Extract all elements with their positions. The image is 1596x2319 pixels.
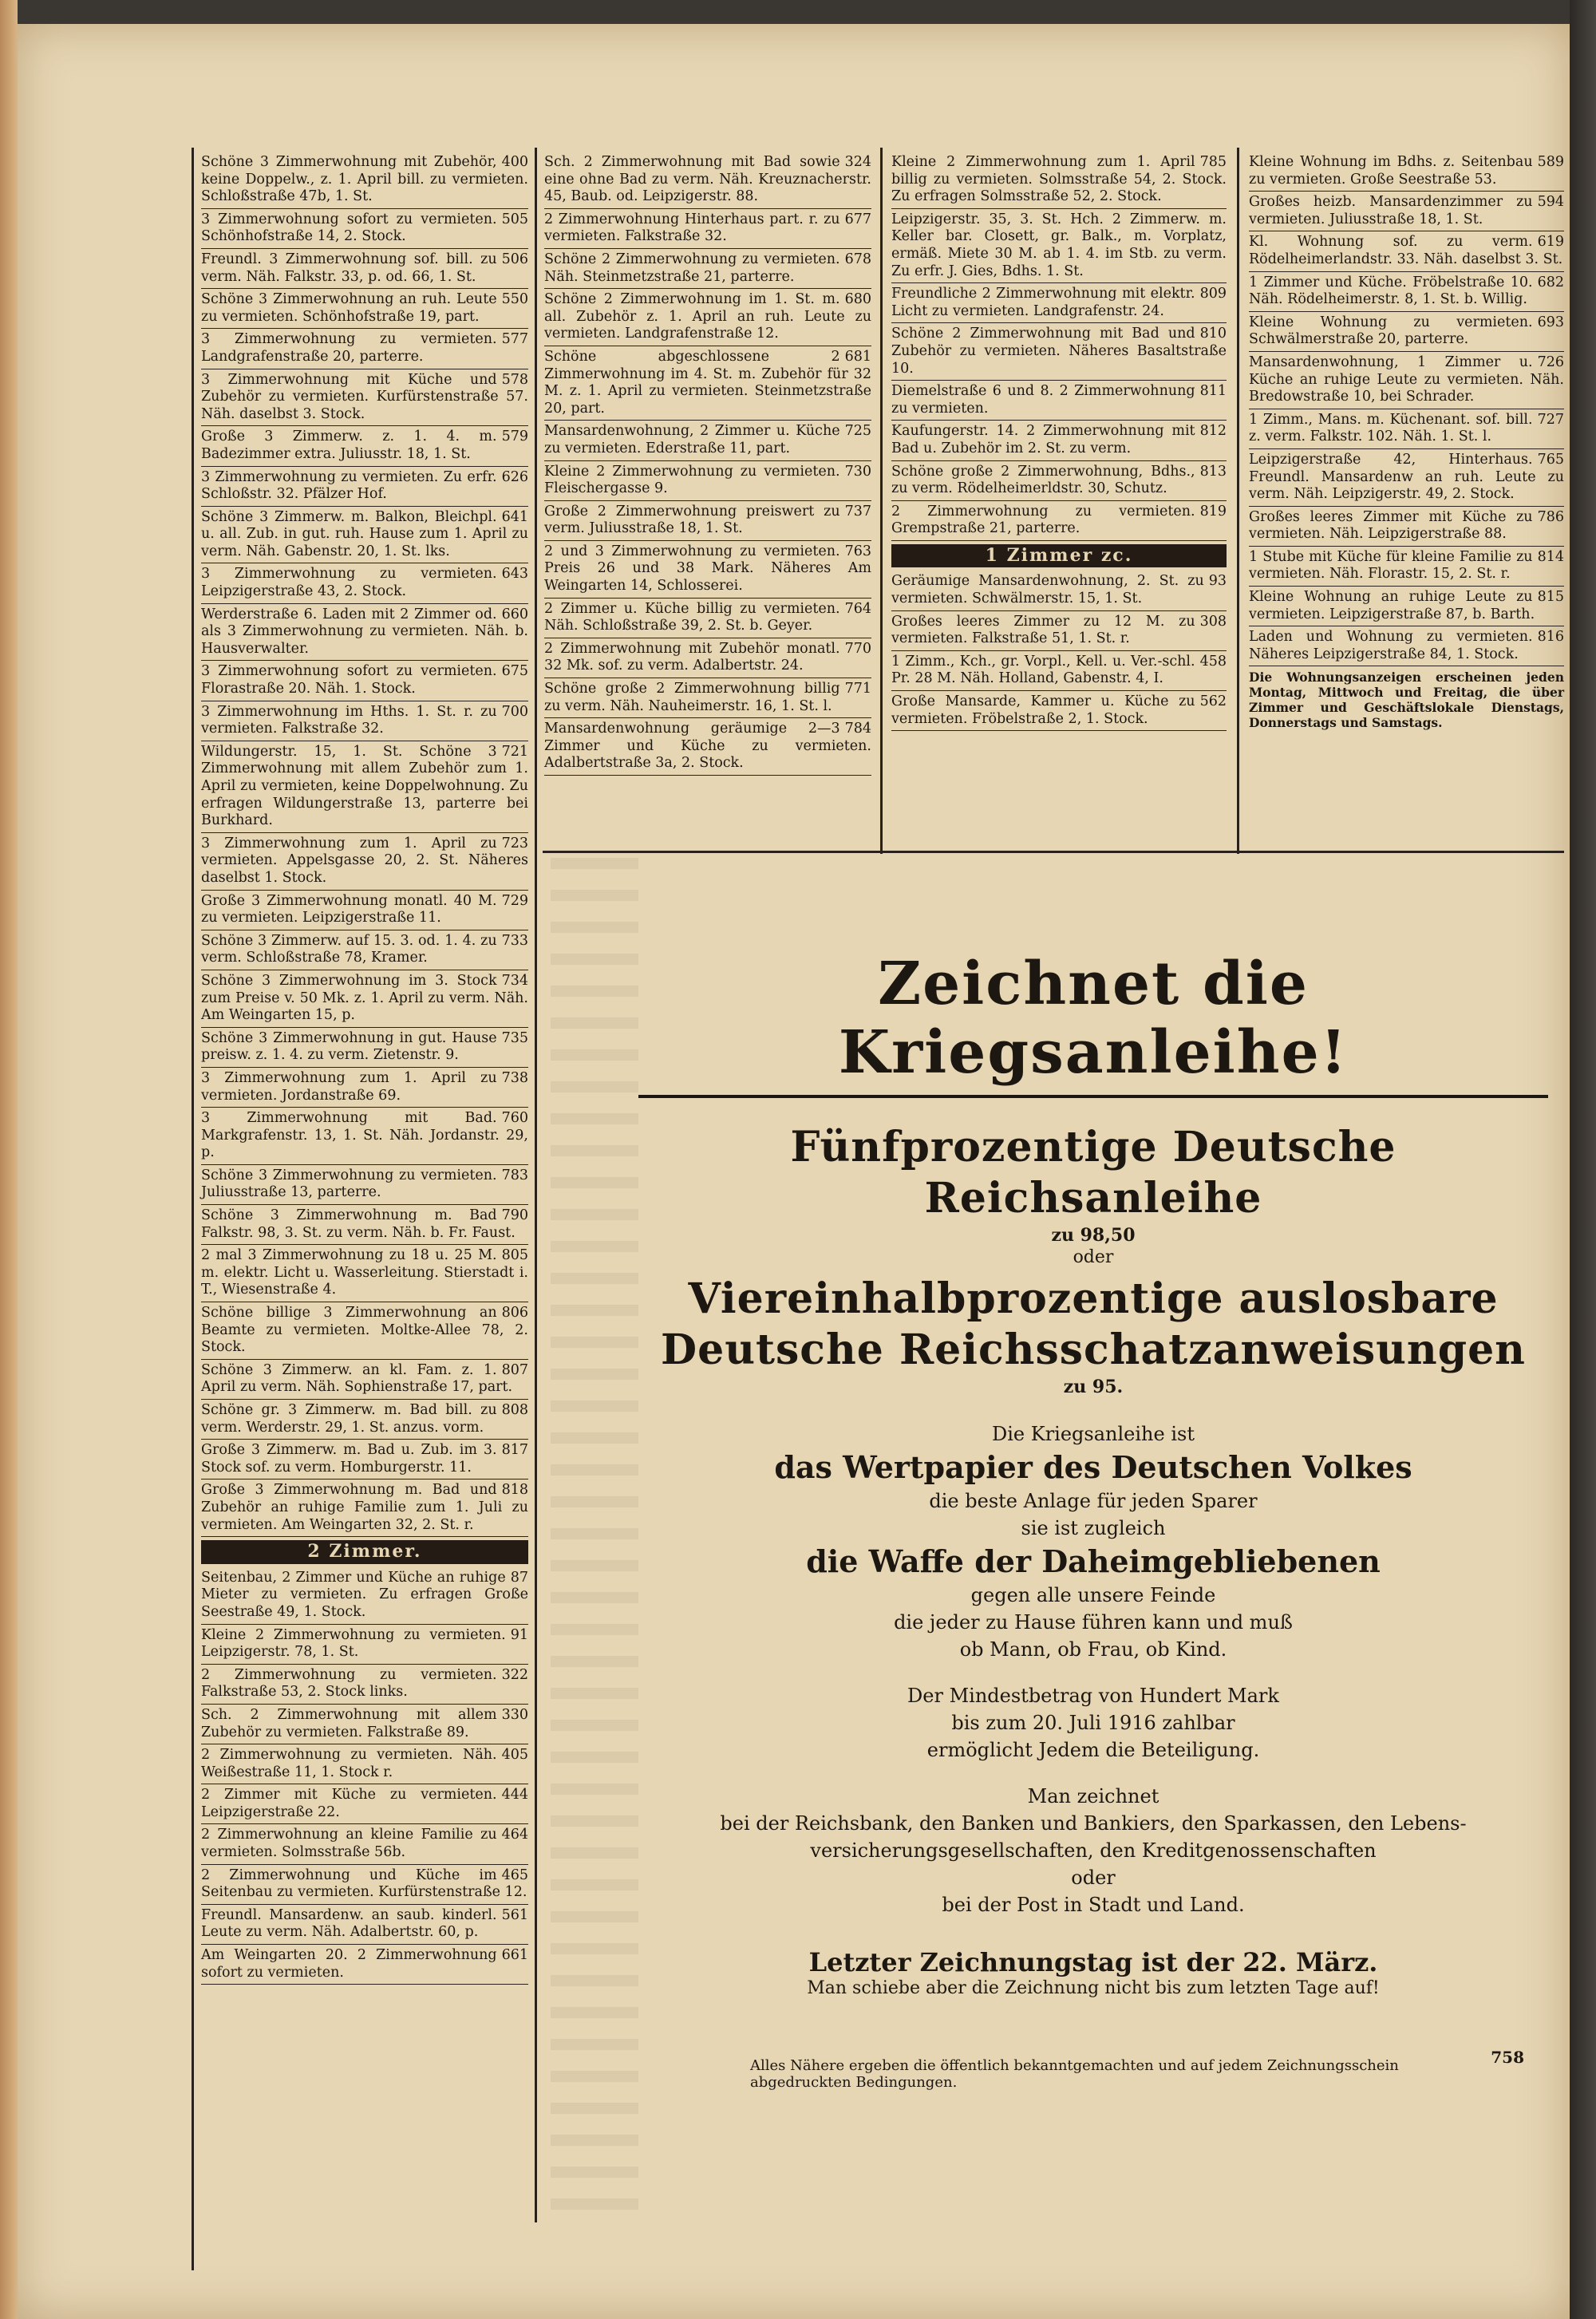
ad-number: 730: [844, 463, 871, 480]
ad-text: Der Mindestbetrag von Hundert Mark: [907, 1685, 1279, 1707]
ad-text: 1 Zimmer und Küche. Fröbelstraße 10. Näh. Rödelheimerstr. 8, 1. St. b. Willig.: [1249, 274, 1533, 308]
classified-ad: [891, 461, 1227, 501]
ad-text: Kleine Wohnung an ruhige Leute zu vermieten. Leipzigerstraße 87, b. Barth.: [1249, 589, 1535, 622]
ad-text: Freundliche 2 Zimmerwohnung mit elektr. Licht zu vermieten. Landgrafenstr. 24.: [891, 286, 1195, 319]
classified-ad: [201, 209, 528, 249]
classified-ad: [201, 426, 528, 466]
classified-ad: [1249, 272, 1564, 312]
ad-number: 458: [1199, 653, 1227, 670]
ad-text: die jeder zu Hause führen kann und muß: [894, 1611, 1293, 1634]
column-2: [544, 152, 871, 776]
ad-text: Kl. Wohnung sof. zu verm. Rödelheimerlandstr. 33. Näh. daselbst 3. St.: [1249, 234, 1563, 267]
column-3: [891, 152, 1227, 731]
ad-text: Große 3 Zimmerwohnung monatl. 40 M. zu vermieten. Leipzigerstraße 11.: [201, 892, 497, 926]
ad-number: 807: [501, 1361, 528, 1378]
ad-text: 2 Zimmerwohnung zu vermieten. Grempstraße 21, parterre.: [891, 503, 1195, 537]
ad-number: 784: [844, 721, 871, 737]
classified-ad: [1249, 352, 1564, 409]
ad-number: 765: [1537, 451, 1564, 468]
ad-text: Kleine 2 Zimmerwohnung zu vermieten. Fleischergasse 9.: [544, 463, 840, 497]
classified-ad: [891, 209, 1227, 283]
ad-number: 721: [501, 743, 528, 760]
ad-number: 594: [1537, 194, 1564, 211]
ad-text: Große 3 Zimmerw. z. 1. 4. m. Badezimmer extra. Juliusstr. 18, 1. St.: [201, 429, 497, 462]
classified-ad: [544, 541, 871, 599]
ad-text: Freundl. 3 Zimmerwohnung sof. bill. zu verm. Näh. Falkstr. 33, p. od. 66, 1. St.: [201, 251, 497, 285]
ad-text: Großes leeres Zimmer mit Küche zu vermieten. Näh. Leipzigerstraße 88.: [1249, 508, 1533, 543]
ad-number: 760: [501, 1110, 528, 1127]
ad-number: 405: [501, 1747, 528, 1764]
classified-ad: [201, 741, 528, 833]
classified-ad: [1249, 507, 1564, 547]
ad-number: 682: [1537, 274, 1564, 290]
classified-ad: [201, 1245, 528, 1302]
ad-number: 817: [501, 1442, 528, 1459]
classified-ad: [201, 604, 528, 662]
ad-text: ob Mann, ob Frau, ob Kind.: [959, 1638, 1227, 1661]
classified-ad: [1249, 626, 1564, 666]
ad-text: Schöne abgeschlossene 2 Zimmerwohnung im 4. St. m. Zubehör für 32 M. z. 1. April zu vermieten. Steinmetzstraße 20, part.: [544, 348, 871, 417]
ad-text: 2 Zimmerwohnung zu vermieten. Falkstraße 53, 2. Stock links.: [201, 1666, 497, 1701]
ad-number: 506: [501, 251, 528, 267]
classified-ad: [1249, 312, 1564, 352]
classified-ad: [1249, 449, 1564, 507]
ad-number: 641: [501, 508, 528, 525]
ad-text: gegen alle unsere Feinde: [970, 1584, 1216, 1606]
classified-ad: [201, 1302, 528, 1360]
classified-ad: [1249, 409, 1564, 449]
ad-text: Schöne 3 Zimmerwohnung zu vermieten. Juliusstraße 13, parterre.: [201, 1167, 497, 1201]
ad-number: 785: [1199, 154, 1227, 170]
ad-text: 2 Zimmerwohnung an kleine Familie zu vermieten. Solmsstraße 56b.: [201, 1827, 497, 1861]
ad-number: 786: [1537, 508, 1564, 525]
classified-ad: [201, 1479, 528, 1537]
ad-number: 723: [501, 835, 528, 851]
ad-number: 93: [1208, 573, 1227, 590]
ad-number: 680: [844, 291, 871, 308]
ad-headline: Zeichnet die Kriegsanleihe!: [838, 950, 1349, 1087]
ad-text: Leipzigerstr. 35, 3. St. Hch. 2 Zimmerw. m. Keller bar. Closett, gr. Balk., m. Vorplatz, ermäß. Miete 30 M. ab 1. 4. im Stb. zu verm. Zu erfr. J. Gies, Bdhs. 1. St.: [891, 211, 1227, 279]
ad-text: 3 Zimmerwohnung sofort zu vermieten. Florastraße 20. Näh. 1. Stock.: [201, 663, 497, 697]
ad-text: die beste Anlage für jeden Sparer: [929, 1490, 1258, 1512]
classified-ad: [544, 678, 871, 718]
ad-text: Man zeichnet: [1027, 1785, 1159, 1807]
ad-text: Kleine 2 Zimmerwohnung zum 1. April billig zu vermieten. Solmsstraße 54, 2. Stock. Zu erfragen Solmsstraße 52, 2. Stock.: [891, 154, 1227, 205]
ad-text: Schöne 2 Zimmerwohnung im 1. St. m. all. Zubehör z. 1. April an ruh. Leute zu vermieten. Landgrafenstraße 12.: [544, 291, 871, 342]
ad-text: Kleine 2 Zimmerwohnung zu vermieten. Leipzigerstr. 78, 1. St.: [201, 1626, 506, 1661]
binding: [1570, 0, 1596, 2319]
classified-ad: [891, 381, 1227, 421]
ad-text: Große 3 Zimmerwohnung m. Bad und Zubehör an ruhige Familie zum 1. Juli zu vermieten. Am Weingarten 32, 2. St. r.: [201, 1482, 528, 1533]
ad-number: 813: [1199, 463, 1227, 480]
ad-text: 1 Zimm., Mans. m. Küchenant. sof. bill. z. verm. Falkstr. 102. Näh. 1. St. l.: [1249, 411, 1533, 445]
ad-text: Freundl. Mansardenw. an saub. kinderl. Leute zu verm. Näh. Adalbertstr. 60, p.: [201, 1906, 497, 1941]
section-rule: [543, 851, 1564, 853]
classified-ad: [891, 691, 1227, 731]
ad-number: 810: [1199, 326, 1227, 342]
ad-number: 681: [844, 348, 871, 365]
price-2: zu 95.: [1063, 1377, 1124, 1397]
ad-number: 693: [1537, 314, 1564, 330]
ad-number: 729: [501, 892, 528, 909]
ad-number: 562: [1199, 693, 1227, 710]
classified-ad: [201, 467, 528, 507]
classified-ad: [201, 1165, 528, 1205]
ad-number: 675: [501, 663, 528, 680]
ad-number: 790: [501, 1207, 528, 1224]
ad-number: 771: [844, 681, 871, 697]
ad-number: 809: [1199, 286, 1227, 302]
show-through-texture: [551, 858, 638, 2214]
ad-text: Kaufungerstr. 14. 2 Zimmerwohnung mit Bad u. Zubehör im 2. St. zu verm.: [891, 423, 1195, 456]
section-header: 2 Zimmer.: [201, 1540, 528, 1564]
ad-number: 561: [501, 1906, 528, 1923]
ad-text: Schöne 3 Zimmerw. an kl. Fam. z. 1. April zu verm. Näh. Sophienstraße 17, part.: [201, 1361, 513, 1396]
ad-number: 465: [501, 1867, 528, 1883]
ad-text: 3 Zimmerwohnung zu vermieten. Leipzigerstraße 43, 2. Stock.: [201, 566, 497, 600]
classified-ad: [544, 461, 871, 501]
ad-text: 2 mal 3 Zimmerwohnung zu 18 u. 25 M. m. elektr. Licht u. Wasserleitung. Stierstadt i. T., Wiesenstraße 4.: [201, 1247, 528, 1298]
classified-ad: [201, 1068, 528, 1108]
classified-ad: [544, 501, 871, 541]
column-rule: [535, 148, 537, 2222]
ad-text: Schöne billige 3 Zimmerwohnung an Beamte zu vermieten. Moltke-Allee 78, 2. Stock.: [201, 1305, 528, 1356]
ad-number: 812: [1199, 423, 1227, 440]
ad-number: 764: [844, 600, 871, 617]
ad-number: 464: [501, 1827, 528, 1843]
classified-ad: [1249, 547, 1564, 587]
ad-emphasis: das Wertpapier des Deutschen Volkes: [774, 1449, 1412, 1485]
classified-ad: [891, 611, 1227, 651]
ad-text: Am Weingarten 20. 2 Zimmerwohnung sofort zu vermieten.: [201, 1947, 497, 1981]
ad-number: 700: [501, 703, 528, 720]
classified-ad: [544, 209, 871, 249]
ad-text: oder: [1071, 1867, 1116, 1889]
publication-note: Die Wohnungsanzeigen erscheinen jeden Montag, Mittwoch und Freitag, die über Zimmer und Geschäftslokale Dienstags, Donnerstags und Samstags.: [1249, 670, 1564, 731]
ad-text: sie ist zugleich: [1021, 1517, 1166, 1539]
ad-number: 763: [844, 543, 871, 559]
ad-text: Schöne große 2 Zimmerwohnung billig zu verm. Näh. Nauheimerstr. 16, 1. St. l.: [544, 681, 840, 714]
ad-text: Schöne 3 Zimmerwohnung in gut. Hause preisw. z. 1. 4. zu verm. Zietenstr. 9.: [201, 1029, 497, 1064]
classified-ad: [201, 930, 528, 970]
classified-ad: [544, 152, 871, 209]
ad-text: bis zum 20. Juli 1916 zahlbar: [951, 1712, 1235, 1734]
ad-number: 589: [1537, 154, 1564, 170]
ad-text: Die Kriegsanleihe ist: [992, 1423, 1195, 1445]
ad-text: Schöne 2 Zimmerwohnung zu vermieten. Näh. Steinmetzstraße 21, parterre.: [544, 251, 840, 285]
column-rule: [192, 148, 194, 2270]
ad-text: 2 Zimmer mit Küche zu vermieten. Leipzigerstraße 22.: [201, 1787, 497, 1820]
ad-number: 737: [844, 503, 871, 520]
classified-ad: [201, 563, 528, 603]
ad-text: 1 Zimm., Kch., gr. Vorpl., Kell. u. Ver.-schl. Pr. 28 M. Näh. Holland, Gabenstr. 4, I.: [891, 653, 1195, 687]
ad-number: 678: [844, 251, 871, 267]
ad-text: Schöne 3 Zimmerwohnung m. Bad Falkstr. 98, 3. St. zu verm. Näh. b. Fr. Faust.: [201, 1207, 516, 1241]
war-bond-advertisement: [638, 926, 1548, 2123]
ad-text: Schöne 3 Zimmerw. auf 15. 3. od. 1. 4. zu verm. Schloßstraße 78, Kramer.: [201, 932, 497, 966]
classified-ad: [201, 891, 528, 930]
ad-number: 308: [1199, 613, 1227, 630]
classified-ad: [201, 1400, 528, 1440]
classified-ad: [891, 651, 1227, 691]
bond-name-3: Deutsche Reichsschatzanweisungen: [661, 1325, 1526, 1374]
ad-number: 579: [501, 429, 528, 445]
classified-ad: [201, 289, 528, 329]
ad-text: Große 3 Zimmerw. m. Bad u. Zub. im 3. Stock sof. zu verm. Homburgerstr. 11.: [201, 1442, 497, 1476]
ad-text: Sch. 2 Zimmerwohnung mit Bad sowie eine ohne Bad zu verm. Näh. Kreuznacherstr. 45, Baub. od. Leipzigerstr. 88.: [544, 154, 871, 205]
ad-text: Mansardenwohnung geräumige 2—3 Zimmer und Küche zu vermieten. Adalbertstraße 3a, 2. Stock.: [544, 721, 871, 772]
ad-number: 400: [501, 154, 528, 170]
classified-ad: [201, 1705, 528, 1744]
classified-ad: [201, 329, 528, 369]
ad-text: Laden und Wohnung zu vermieten. Näheres Leipzigerstraße 84, 1. Stock.: [1249, 629, 1533, 662]
classified-ad: [201, 1824, 528, 1864]
classified-ad: [1249, 152, 1564, 192]
ad-text: 3 Zimmerwohnung mit Bad. Markgrafenstr. 13, 1. St. Näh. Jordanstr. 29, p.: [201, 1110, 528, 1161]
classified-ad: [891, 283, 1227, 323]
ad-number: 808: [501, 1402, 528, 1418]
ad-text: Schöne gr. 3 Zimmerw. m. Bad bill. zu verm. Werderstr. 29, 1. St. anzus. vorm.: [201, 1402, 497, 1436]
ad-number: 770: [844, 640, 871, 657]
ad-text: 3 Zimmerwohnung mit Küche und Zubehör zu vermieten. Kurfürstenstraße 57. Näh. daselbst 3. Stock.: [201, 371, 528, 422]
ad-text: Schöne 3 Zimmerwohnung im 3. Stock zum Preise v. 50 Mk. z. 1. April zu verm. Näh. Am Weingarten 15, p.: [201, 972, 528, 1024]
classified-ad: [201, 1205, 528, 1245]
ad-text: Schöne 3 Zimmerwohnung mit Zubehör, keine Doppelw., z. 1. April bill. zu vermieten. Schloßstraße 47b, 1. St.: [201, 154, 528, 205]
ad-footnote: Alles Nähere ergeben die öffentlich bekanntgemachten und auf jedem Zeichnungsschein abgedruckten Bedingungen.: [750, 2057, 1399, 2091]
ad-text: Schöne 3 Zimmerw. m. Balkon, Bleichpl. u. all. Zub. in gut. ruh. Hause zum 1. April zu verm. Näh. Gabenstr. 20, 1. St. lks.: [201, 508, 528, 559]
ad-text: bei der Reichsbank, den Banken und Bankiers, den Sparkassen, den Lebens-: [720, 1812, 1467, 1835]
classified-ad: [891, 421, 1227, 460]
ad-number: 619: [1537, 234, 1564, 251]
ad-text: 2 Zimmerwohnung Hinterhaus part. r. zu vermieten. Falkstraße 32.: [544, 211, 840, 245]
ad-number: 735: [501, 1029, 528, 1046]
classified-ad: [891, 571, 1227, 610]
ad-text: 3 Zimmerwohnung zu vermieten. Zu erfr. Schloßstr. 32. Pfälzer Hof.: [201, 468, 497, 503]
classified-ad: [201, 1625, 528, 1665]
classified-ad: [1249, 587, 1564, 626]
classified-ad: [201, 152, 528, 209]
ad-number: 91: [510, 1626, 528, 1643]
ad-text: Sch. 2 Zimmerwohnung mit allem Zubehör zu vermieten. Falkstraße 89.: [201, 1706, 497, 1740]
ad-number: 734: [501, 972, 528, 989]
ad-text: Schöne 2 Zimmerwohnung mit Bad und Zubehör zu vermieten. Näheres Basaltstraße 10.: [891, 326, 1227, 377]
ad-text: Seitenbau, 2 Zimmer und Küche an ruhige Mieter zu vermieten. Zu erfragen Große Seestraße 49, 1. Stock.: [201, 1569, 528, 1620]
ad-number: 725: [844, 423, 871, 440]
ad-text: Große Mansarde, Kammer u. Küche zu vermieten. Fröbelstraße 2, 1. Stock.: [891, 693, 1195, 727]
ad-text: 2 Zimmer u. Küche billig zu vermieten. Näh. Schloßstraße 39, 2. St. b. Geyer.: [544, 600, 840, 634]
ad-text: Kleine Wohnung zu vermieten. Schwälmerstraße 20, parterre.: [1249, 314, 1533, 348]
ad-text: Kleine Wohnung im Bdhs. z. Seitenbau zu vermieten. Große Seestraße 53.: [1249, 154, 1533, 188]
ad-text: 3 Zimmerwohnung zum 1. April zu vermieten. Jordanstraße 69.: [201, 1069, 497, 1104]
ad-text: 2 und 3 Zimmerwohnung zu vermieten. Preis 26 und 38 Mark. Näheres Am Weingarten 14, Schlosserei.: [544, 543, 871, 595]
ad-text: 2 Zimmerwohnung und Küche im Seitenbau zu vermieten. Kurfürstenstraße 12.: [201, 1867, 527, 1901]
ad-number: 815: [1537, 589, 1564, 606]
column-rule: [880, 148, 883, 854]
ad-number: 660: [501, 606, 528, 622]
classified-ad: [201, 1945, 528, 1985]
ad-text: 3 Zimmerwohnung zu vermieten. Landgrafenstraße 20, parterre.: [201, 331, 497, 365]
classified-ad: [201, 1905, 528, 1945]
ad-number: 324: [844, 154, 871, 170]
classified-ad: [891, 323, 1227, 381]
ad-text: Diemelstraße 6 und 8. 2 Zimmerwohnung zu vermieten.: [891, 383, 1195, 417]
ad-number: 733: [501, 932, 528, 949]
ad-number: 816: [1537, 629, 1564, 646]
ad-number: 818: [501, 1482, 528, 1499]
column-1: [201, 152, 528, 1985]
classified-ad: [891, 152, 1227, 209]
last-subscription-day: Letzter Zeichnungstag ist der 22. März.: [808, 1947, 1378, 1977]
classified-ad: [201, 1865, 528, 1905]
ad-text: 3 Zimmerwohnung zum 1. April zu vermieten. Appelsgasse 20, 2. St. Näheres daselbst 1. Stock.: [201, 835, 528, 886]
ad-number: 550: [501, 291, 528, 308]
last-subscription-note: Man schiebe aber die Zeichnung nicht bis zum letzten Tage auf!: [807, 1978, 1380, 1998]
ad-text: 2 Zimmerwohnung mit Zubehör monatl. 32 Mk. sof. zu verm. Adalbertstr. 24.: [544, 640, 840, 674]
ad-number: 758: [1491, 2048, 1524, 2067]
ad-text: Leipzigerstraße 42, Hinterhaus. Freundl. Mansardenw an ruh. Leute zu verm. Näh. Leipzigerstr. 49, 2. Stock.: [1249, 451, 1564, 503]
ad-text: Schöne 3 Zimmerwohnung an ruh. Leute zu vermieten. Schönhofstraße 19, part.: [201, 291, 497, 325]
column-rule: [1237, 148, 1239, 854]
classified-ad: [544, 346, 871, 421]
ad-number: 738: [501, 1069, 528, 1086]
ad-number: 505: [501, 211, 528, 227]
classified-ad: [201, 1784, 528, 1824]
ad-number: 322: [501, 1666, 528, 1683]
ad-text: Wildungerstr. 15, 1. St. Schöne 3 Zimmerwohnung mit allem Zubehör zum 1. April zu vermieten, keine Doppelwohnung. Zu erfragen Wildungerstraße 13, parterre bei Burkhard.: [201, 743, 528, 829]
ad-number: 811: [1199, 383, 1227, 400]
classified-ad: [201, 701, 528, 741]
ad-number: 805: [501, 1247, 528, 1264]
ad-number: 806: [501, 1305, 528, 1321]
ad-number: 577: [501, 331, 528, 348]
ad-number: 578: [501, 371, 528, 388]
ad-emphasis: die Waffe der Daheimgebliebenen: [806, 1543, 1381, 1579]
column-4: [1249, 152, 1564, 730]
section-header: 1 Zimmer zc.: [891, 544, 1227, 568]
ad-number: 677: [844, 211, 871, 227]
classified-ad: [201, 507, 528, 564]
ad-number: 87: [510, 1569, 528, 1586]
classified-ad: [544, 599, 871, 638]
classified-ad: [544, 718, 871, 776]
classified-ad: [201, 833, 528, 891]
ad-text: 1 Stube mit Küche für kleine Familie zu vermieten. Näh. Florastr. 15, 2. St. r.: [1249, 548, 1533, 583]
ad-text: Großes leeres Zimmer zu 12 M. zu vermieten. Falkstraße 51, 1. St. r.: [891, 613, 1195, 647]
classified-ad: [201, 1028, 528, 1068]
classified-ad: [201, 369, 528, 427]
ad-text: Werderstraße 6. Laden mit 2 Zimmer od. als 3 Zimmerwohnung zu vermieten. Näh. b. Hausverwalter.: [201, 606, 528, 657]
ad-text: versicherungsgesellschaften, den Kreditgenossenschaften: [810, 1839, 1377, 1862]
classified-ad: [201, 1360, 528, 1400]
ad-number: 626: [501, 468, 528, 485]
ad-text: Großes heizb. Mansardenzimmer zu vermieten. Juliusstraße 18, 1. St.: [1249, 194, 1533, 227]
ad-number: 643: [501, 566, 528, 583]
ad-text: Geräumige Mansardenwohnung, 2. St. zu vermieten. Schwälmerstr. 15, 1. St.: [891, 573, 1204, 607]
classified-ad: [1249, 231, 1564, 271]
bond-name-2: Viereinhalbprozentige auslosbare: [688, 1274, 1499, 1323]
classified-ad: [201, 1108, 528, 1165]
ad-number: 819: [1199, 503, 1227, 520]
classified-ad: [201, 661, 528, 701]
classified-ad: [544, 421, 871, 460]
ad-text: Mansardenwohnung, 1 Zimmer u. Küche an ruhige Leute zu vermieten. Näh. Bredowstraße 10, bei Schrader.: [1249, 354, 1564, 405]
ad-text: 3 Zimmerwohnung im Hths. 1. St. r. zu vermieten. Falkstraße 32.: [201, 703, 497, 737]
classified-ad: [201, 1744, 528, 1784]
ad-number: 783: [501, 1167, 528, 1183]
ad-text: Schöne große 2 Zimmerwohnung, Bdhs., zu verm. Rödelheimerldstr. 30, Schutz.: [891, 463, 1195, 497]
ad-text: ermöglicht Jedem die Beteiligung.: [926, 1739, 1260, 1761]
ad-text: Mansardenwohnung, 2 Zimmer u. Küche zu vermieten. Ederstraße 11, part.: [544, 423, 840, 456]
classified-ad: [544, 289, 871, 346]
ad-text: 2 Zimmerwohnung zu vermieten. Näh. Weißestraße 11, 1. Stock r.: [201, 1747, 497, 1780]
classified-ad: [201, 1440, 528, 1479]
page-edge: [0, 0, 18, 2319]
ad-number: 444: [501, 1787, 528, 1803]
ad-text: 3 Zimmerwohnung sofort zu vermieten. Schönhofstraße 14, 2. Stock.: [201, 211, 497, 245]
ad-text: Große 2 Zimmerwohnung preiswert zu verm. Juliusstraße 18, 1. St.: [544, 503, 840, 537]
classified-ad: [1249, 192, 1564, 231]
oder-1: oder: [1073, 1247, 1114, 1267]
price-1: zu 98,50: [1051, 1225, 1136, 1246]
classified-ad: [201, 249, 528, 289]
ad-number: 727: [1537, 411, 1564, 428]
classified-ad: [201, 1665, 528, 1705]
ad-number: 661: [501, 1947, 528, 1964]
classified-ad: [544, 638, 871, 678]
headline-rule: [638, 1095, 1548, 1098]
classified-ad: [891, 501, 1227, 541]
classified-ad: [544, 249, 871, 289]
classified-ad: [201, 1567, 528, 1625]
bond-name-1: Fünfprozentige Deutsche Reichsanleihe: [790, 1123, 1396, 1223]
ad-number: 814: [1537, 548, 1564, 565]
ad-number: 726: [1537, 354, 1564, 370]
ad-number: 330: [501, 1706, 528, 1723]
classified-ad: [201, 970, 528, 1028]
ad-text: bei der Post in Stadt und Land.: [942, 1894, 1245, 1916]
